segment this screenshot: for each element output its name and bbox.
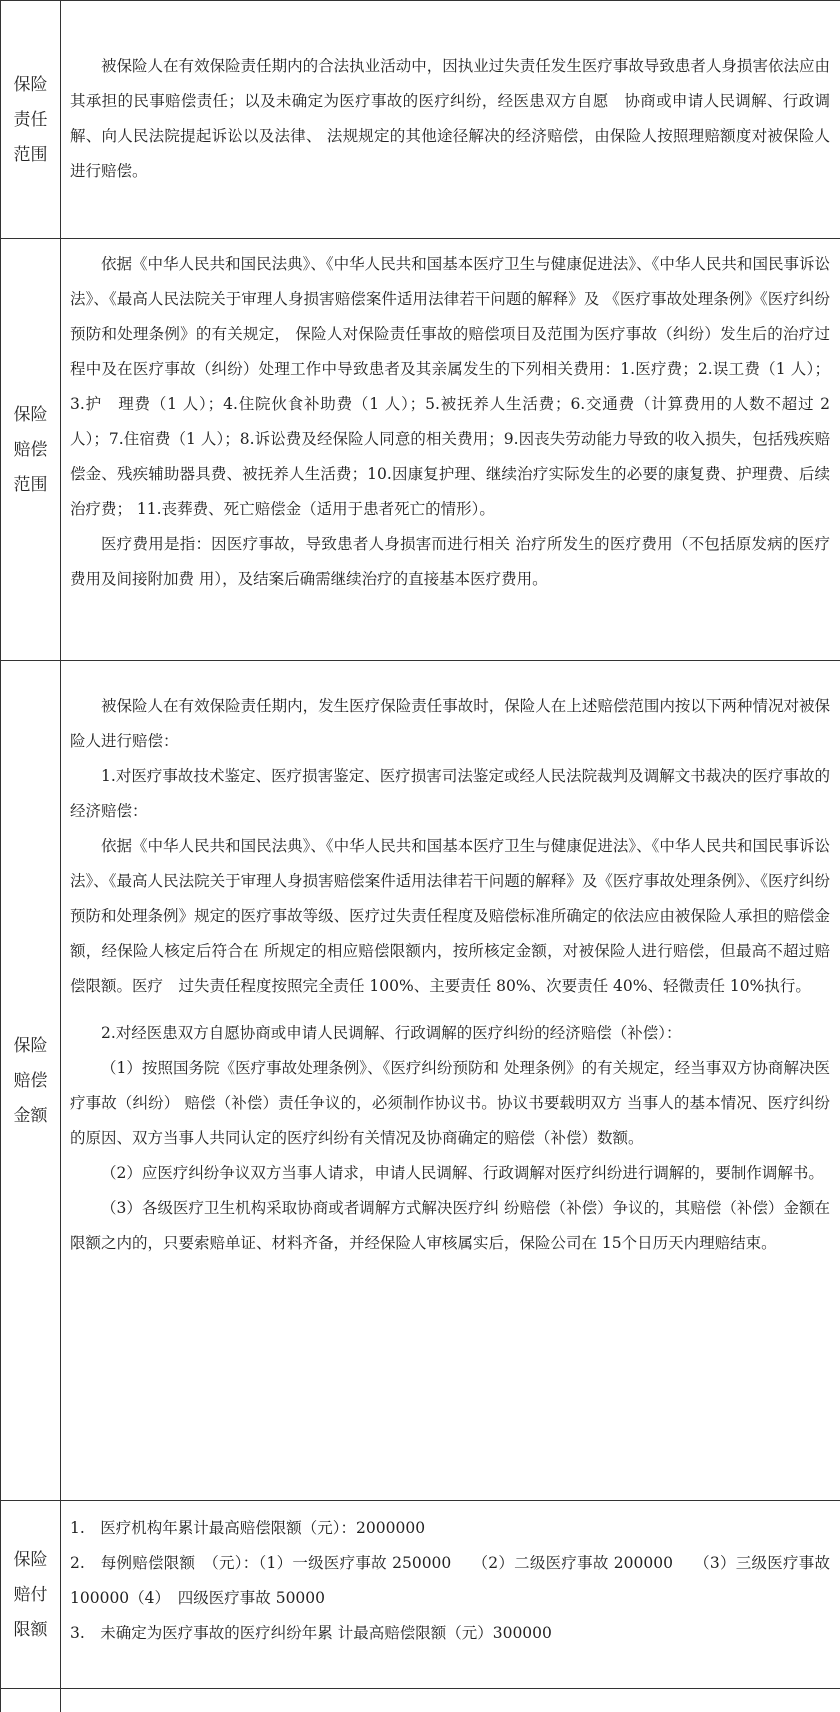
- row-label: [1, 1501, 60, 1689]
- paragraph: 被保险人在有效保险责任期内，发生医疗保险责任事故时，保险人在上述赔偿范围内按以下两种情况对被保险人进行赔偿：: [70, 697, 830, 750]
- table-row-compensation-amount: [0, 660, 840, 1500]
- list-item: 3. 未确定为医疗事故的医疗纠纷年累 计最高赔偿限额（元）300000: [70, 1624, 552, 1642]
- row-content: [70, 689, 830, 1261]
- table-row-compensation-scope: [0, 238, 840, 660]
- paragraph: 依据《中华人民共和国民法典》、《中华人民共和国基本医疗卫生与健康促进法》、《中华人民共和国民事诉讼法》、《最高人民法院关于审理人身损害赔偿案件适用法律若干问题的解释》及《医疗事故处理条例》、《医疗纠纷预防和处理条例》规定的医疗事故等级、医疗过失责任程度及赔偿标准所确定的依法应由被保险人承担的赔偿金额，经保险人核定后符合在 所规定的相应赔偿限额内，按所核定金额，对被保险人进行赔偿，但最高不超过赔偿限额。医疗 过失责任程度按照完全责任 100%、主要责任 80%、次要责任 40%、轻微责任 10%执行。: [70, 837, 830, 995]
- row-label: [1, 1, 60, 239]
- paragraph: （3）各级医疗卫生机构采取协商或者调解方式解决医疗纠 纷赔偿（补偿）争议的，其赔偿（补偿）金额在限额之内的，只要索赔单证、材料齐备，并经保险人审核属实后，保险公司在 15个日历天内理赔结束。: [70, 1199, 830, 1252]
- table-row-payout-limits: [0, 1500, 840, 1688]
- row-label-text: 保险赔偿金额: [13, 1035, 48, 1126]
- list-item: 1. 医疗机构年累计最高赔偿限额（元）：2000000: [70, 1519, 426, 1537]
- row-content: [70, 49, 830, 189]
- paragraph: （1）按照国务院《医疗事故处理条例》、《医疗纠纷预防和 处理条例》的有关规定，经当事双方协商解决医疗事故（纠纷） 赔偿（补偿）责任争议的，必须制作协议书。协议书要载明双方 当事人的基本情况、医疗纠纷的原因、双方当事人共同认定的医疗纠纷有关情况及协商确定的赔偿（补偿）数额。: [70, 1059, 830, 1147]
- row-label: [1, 661, 60, 1501]
- paragraph: 1.对医疗事故技术鉴定、医疗损害鉴定、医疗损害司法鉴定或经人民法院裁判及调解文书裁决的医疗事故的经济赔偿：: [70, 767, 830, 820]
- list-item: 2. 每例赔偿限额 （元）：（1）一级医疗事故 250000 （2）二级医疗事故 200000 （3）三级医疗事故 100000（4） 四级医疗事故 50000: [70, 1554, 830, 1607]
- row-label: [1, 239, 60, 661]
- table-row-next: [0, 1688, 840, 1712]
- paragraph: 2.对经医患双方自愿协商或申请人民调解、行政调解的医疗纠纷的经济赔偿（补偿）：: [101, 1024, 682, 1042]
- paragraph: 依据《中华人民共和国民法典》、《中华人民共和国基本医疗卫生与健康促进法》、《中华人民共和国民事诉讼法》、《最高人民法院关于审理人身损害赔偿案件适用法律若干问题的解释》及 《医疗事故处理条例》《医疗纠纷预防和处理条例》的有关规定， 保险人对保险责任事故的赔偿项目及范围为医疗事故（纠纷）发生后的治疗过程中及在医疗事故（纠纷）处理工作中导致患者及其亲属发生的下列相关费用：1.医疗费；2.误工费（1 人）；3.护 理费（1 人）；4.住院伙食补助费（1 人）；5.被抚养人生活费；6.交通费（计算费用的人数不超过 2 人）；7.住宿费（1 人）；8.诉讼费及经保险人同意的相关费用；9.因丧失劳动能力导致的收入损失，包括残疾赔偿金、残疾辅助器具费、被抚养人生活费；10.因康复护理、继续治疗实际发生的必要的康复费、护理费、后续治疗费； 11.丧葬费、死亡赔偿金（适用于患者死亡的情形）。: [70, 255, 830, 518]
- row-label-text: 保险赔偿范围: [13, 404, 48, 495]
- paragraph: （2）应医疗纠纷争议双方当事人请求，申请人民调解、行政调解对医疗纠纷进行调解的，要制作调解书。: [101, 1164, 824, 1182]
- table-row-liability-scope: [0, 0, 840, 238]
- paragraph: 被保险人在有效保险责任期内的合法执业活动中，因执业过失责任发生医疗事故导致患者人身损害依法应由其承担的民事赔偿责任；以及未确定为医疗事故的医疗纠纷，经医患双方自愿 协商或申请人民调解、行政调解、向人民法院提起诉讼以及法律、 法规规定的其他途径解决的经济赔偿，由保险人按照理赔额度对被保险人进行赔偿。: [70, 57, 830, 180]
- row-content: [70, 1511, 830, 1651]
- row-label-text: 保险赔付限额: [13, 1549, 48, 1640]
- row-label-text: 保险责任范围: [13, 74, 48, 165]
- row-content: [70, 247, 830, 597]
- paragraph: 医疗费用是指：因医疗事故，导致患者人身损害而进行相关 治疗所发生的医疗费用（不包括原发病的医疗费用及间接附加费 用），及结案后确需继续治疗的直接基本医疗费用。: [70, 535, 830, 588]
